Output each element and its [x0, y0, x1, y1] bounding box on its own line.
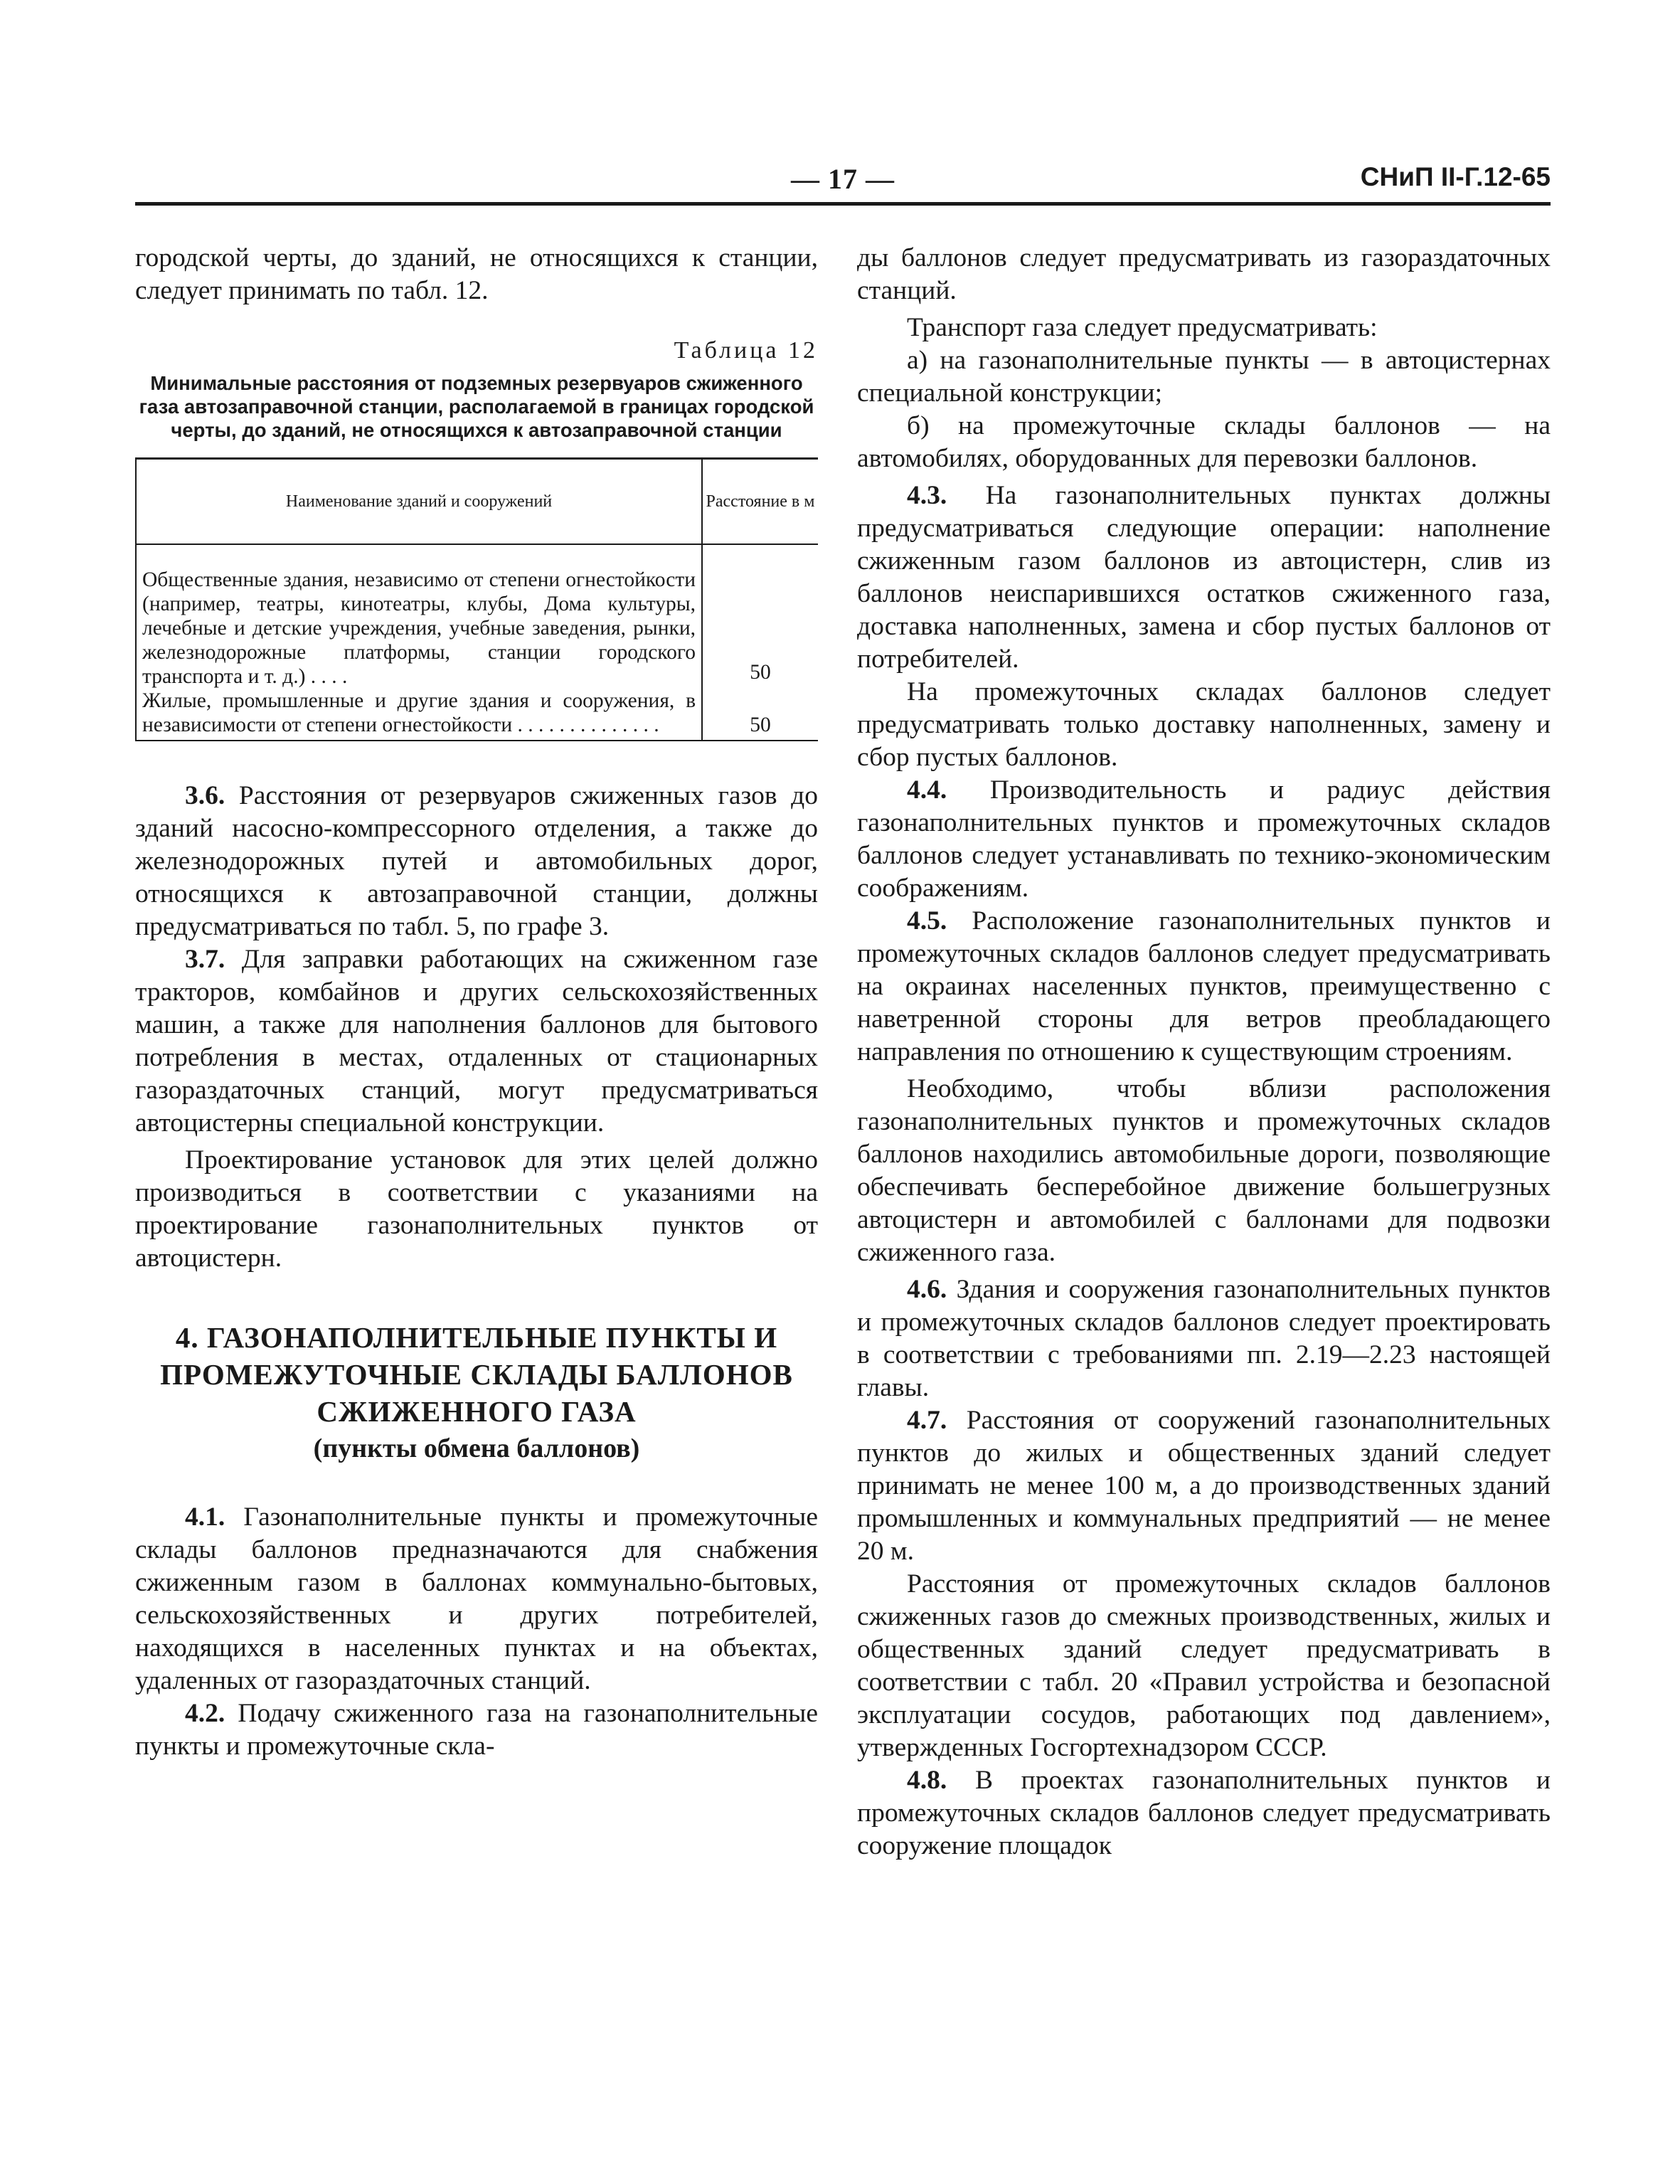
- paragraph-3-7-continued: Проектирование установок для этих целей должно производиться в соответствии с указаниями на проектирование газонаполнительных пунктов от автоцистерн.: [135, 1145, 818, 1273]
- clause-number: 4.4.: [907, 775, 947, 805]
- document-code: СНиП II-Г.12-65: [1360, 162, 1551, 191]
- transport-item-b: б) на промежуточные склады баллонов — на автомобилях, оборудованных для перевозки баллонов.: [857, 411, 1551, 473]
- distance-table: [135, 457, 818, 741]
- paragraph-4-5: [857, 905, 1551, 1069]
- clause-text: Здания и сооружения газонаполнительных пунктов и промежуточных складов баллонов следует проектировать в соответствии с требованиями пп. 2.19—2.23 настоящей главы.: [857, 1275, 1551, 1402]
- paragraph-4-3-continued: На промежуточных складах баллонов следует предусматривать только доставку наполненных, замену и сбор пустых баллонов.: [857, 677, 1551, 772]
- clause-text: Газонаполнительные пункты и промежуточные склады баллонов предназначаются для снабжения сжиженным газом в баллонах коммунально-бытовых, сельскохозяйственных и других потребителей, находящихся в населенных пунктах и на объектах, удаленных от газораздаточных станций.: [135, 1502, 819, 1695]
- clause-number: 4.2.: [185, 1699, 225, 1728]
- paragraph-4-2: [135, 1697, 818, 1763]
- right-column: [857, 242, 1551, 1862]
- paragraph-4-3: [857, 479, 1551, 676]
- clause-text: Для заправки работающих на сжиженном газе тракторов, комбайнов и других сельскохозяйственных машин, а также для наполнения баллонов для бытового потребления в местах, отдаленных от стационарных газораздаточных станций, могут предусматриваться автоцистерны специальной конструкции.: [135, 945, 819, 1138]
- page-number: — 17 —: [791, 163, 895, 195]
- paragraph-3-7: [135, 943, 818, 1140]
- clause-text: Производительность и радиус действия газонаполнительных пунктов и промежуточных складов баллонов следует устанавливать по технико-экономическим соображениям.: [857, 775, 1551, 903]
- paragraph-4-8: [857, 1764, 1551, 1862]
- table-row: [136, 689, 818, 741]
- section-4-heading: [135, 1319, 818, 1467]
- clause-text: Расположение газонаполнительных пунктов и промежуточных складов баллонов следует предусматривать на окраинах населенных пунктов, преимущественно с наветренной стороны для ветров преобладающего направления по отношению к существующим строениям.: [857, 906, 1551, 1066]
- table-cell-name: Общественные здания, независимо от степени огнестойкости (например, театры, кинотеатры, клубы, Дома культуры, лечебные и детские учреждения, учебные заведения, рынки, железнодорожные платформы, станции городского транспорта и т. д.) . . . .: [136, 544, 702, 689]
- table-header-row: [136, 459, 818, 545]
- clause-number: 4.7.: [907, 1406, 947, 1435]
- paragraph-4-1: [135, 1501, 818, 1697]
- header-rule: [135, 202, 1551, 206]
- clause-number: 4.1.: [185, 1502, 225, 1532]
- column-header-distance: Расстояние в м: [702, 459, 818, 545]
- column-header-name: Наименование зданий и сооружений: [136, 459, 702, 545]
- paragraph-4-4: [857, 774, 1551, 905]
- table-cell-name: Жилые, промышленные и другие здания и сооружения, в независимости от степени огнестойкости . . . . . . . . . . . . . .: [136, 689, 702, 741]
- table-label: Таблица 12: [674, 337, 818, 364]
- continued-paragraph: ды баллонов следует предусматривать из газораздаточных станций.: [857, 243, 1551, 305]
- clause-number: 4.8.: [907, 1766, 947, 1795]
- clause-text: Расстояния от резервуаров сжиженных газов до зданий насосно-компрессорного отделения, а также до железнодорожных путей и автомобильных дорог, относящихся к автозаправочной станции, должны предусматриваться по табл. 5, по графе 3.: [135, 781, 819, 941]
- clause-number: 3.7.: [185, 945, 225, 974]
- left-column: [135, 242, 818, 1763]
- transport-item-a: а) на газонаполнительные пункты — в автоцистернах специальной конструкции;: [857, 346, 1551, 408]
- table-caption: Минимальные расстояния от подземных резервуаров сжиженного газа автозаправочной станции, располагаемой в границах городской черты, до зданий, не относящихся к автозаправочной станции: [139, 372, 814, 441]
- clause-text: Расстояния от сооружений газонаполнительных пунктов до жилых и общественных зданий следует принимать не менее 100 м, а до производственных зданий промышленных и коммунальных предприятий — не менее 20 м.: [857, 1406, 1551, 1566]
- intro-paragraph: городской черты, до зданий, не относящихся к станции, следует принимать по табл. 12.: [135, 243, 818, 305]
- clause-number: 4.5.: [907, 906, 947, 935]
- clause-text: Подачу сжиженного газа на газонаполнительные пункты и промежуточные скла-: [135, 1699, 819, 1761]
- clause-number: 4.3.: [907, 481, 947, 510]
- paragraph-4-7: [857, 1404, 1551, 1568]
- table-row: [136, 544, 818, 689]
- paragraph-4-7-continued: Расстояния от промежуточных складов баллонов сжиженных газов до смежных производственных, жилых и общественных зданий следует предусматривать в соответствии с табл. 20 «Правил устройства и безопасной эксплуатации сосудов, работающих под давлением», утвержденных Госгортехнадзором СССР.: [857, 1569, 1551, 1762]
- paragraph-4-5-continued: Необходимо, чтобы вблизи расположения газонаполнительных пунктов и промежуточных складов баллонов находились автомобильные дороги, позволяющие обеспечивать бесперебойное движение большегрузных автоцистерн и автомобилей с баллонами для подвозки сжиженного газа.: [857, 1074, 1551, 1267]
- clause-text: На газонаполнительных пунктах должны предусматриваться следующие операции: наполнение сжиженным газом баллонов из автоцистерн, слив из баллонов неиспарившихся остатков сжиженного газа, доставка наполненных, замена и сбор пустых баллонов от потребителей.: [857, 481, 1551, 674]
- paragraph-3-6: [135, 780, 818, 943]
- transport-intro: Транспорт газа следует предусматривать:: [907, 313, 1378, 342]
- clause-text: В проектах газонаполнительных пунктов и промежуточных складов баллонов следует предусматривать сооружение площадок: [857, 1766, 1551, 1860]
- table-cell-distance: 50: [750, 661, 771, 684]
- table-cell-distance: 50: [702, 689, 818, 741]
- page-header: [135, 162, 1551, 208]
- clause-number: 4.6.: [907, 1275, 947, 1304]
- paragraph-4-6: [857, 1273, 1551, 1404]
- section-title: 4. ГАЗОНАПОЛНИТЕЛЬНЫЕ ПУНКТЫ И ПРОМЕЖУТОЧНЫЕ СКЛАДЫ БАЛЛОНОВ СЖИЖЕННОГО ГАЗА: [160, 1321, 793, 1428]
- clause-number: 3.6.: [185, 781, 225, 810]
- section-subtitle: (пункты обмена баллонов): [313, 1433, 640, 1463]
